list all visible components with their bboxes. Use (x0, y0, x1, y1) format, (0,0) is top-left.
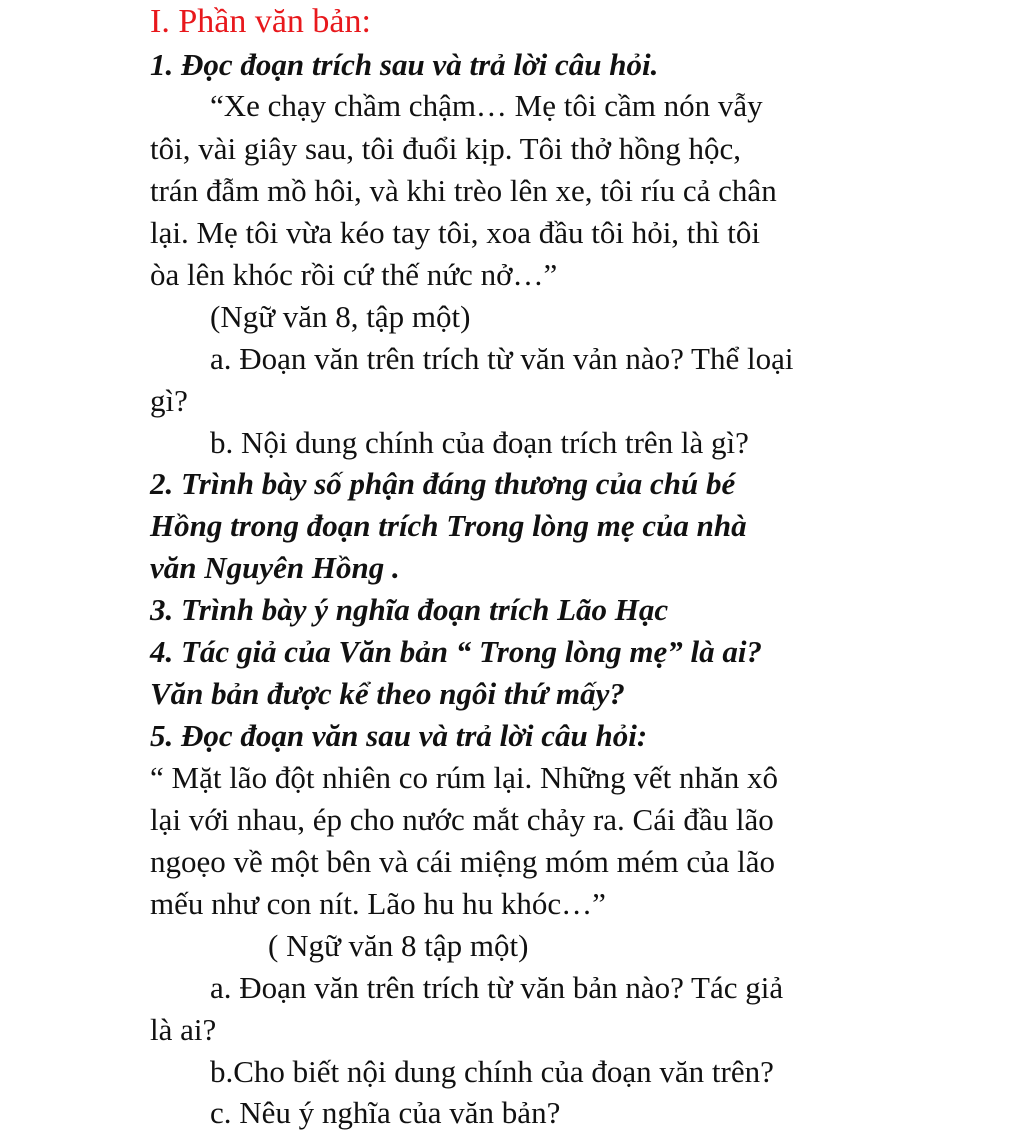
question-5c: c. Nêu ý nghĩa của văn bản? (210, 1095, 561, 1130)
passage-5-line: mếu như con nít. Lão hu hu khóc…” (150, 886, 606, 921)
question-5b: b.Cho biết nội dung chính của đoạn văn trên? (210, 1054, 774, 1089)
question-1a-continued: gì? (150, 383, 188, 418)
question-3: 3. Trình bày ý nghĩa đoạn trích Lão Hạc (150, 592, 669, 627)
passage-5-line: ngoẹo về một bên và cái miệng móm mém của lão (150, 844, 775, 879)
question-4-line: 4. Tác giả của Văn bản “ Trong lòng mẹ” là ai? (150, 634, 763, 669)
section-heading: I. Phần văn bản: (150, 3, 371, 40)
passage-1-line: “Xe chạy chầm chậm… Mẹ tôi cầm nón vẫy (210, 88, 763, 123)
passage-5-line: “ Mặt lão đột nhiên co rúm lại. Những vết nhăn xô (150, 760, 779, 795)
passage-1-line: lại. Mẹ tôi vừa kéo tay tôi, xoa đầu tôi hỏi, thì tôi (150, 215, 761, 250)
question-1-title: 1. Đọc đoạn trích sau và trả lời câu hỏi. (150, 47, 659, 82)
question-1b: b. Nội dung chính của đoạn trích trên là gì? (210, 425, 749, 460)
passage-5-source: ( Ngữ văn 8 tập một) (268, 928, 529, 963)
passage-1-line: tôi, vài giây sau, tôi đuổi kịp. Tôi thở hồng hộc, (150, 131, 741, 166)
question-2-line: Hồng trong đoạn trích Trong lòng mẹ của nhà (150, 508, 747, 543)
question-5a: a. Đoạn văn trên trích từ văn bản nào? Tác giả (210, 970, 784, 1005)
question-1a: a. Đoạn văn trên trích từ văn vản nào? Thể loại (210, 341, 794, 376)
passage-1-line: trán đẫm mồ hôi, và khi trèo lên xe, tôi ríu cả chân (150, 173, 777, 208)
question-5a-continued: là ai? (150, 1012, 217, 1047)
passage-1-source: (Ngữ văn 8, tập một) (210, 299, 471, 334)
question-4-line: Văn bản được kể theo ngôi thứ mấy? (150, 676, 625, 711)
question-5-title: 5. Đọc đoạn văn sau và trả lời câu hỏi: (150, 718, 648, 753)
question-2-line: 2. Trình bày số phận đáng thương của chú bé (150, 466, 736, 501)
passage-5-line: lại với nhau, ép cho nước mắt chảy ra. Cái đầu lão (150, 802, 774, 837)
passage-1-line: òa lên khóc rồi cứ thế nức nở…” (150, 257, 558, 292)
question-2-line: văn Nguyên Hồng . (150, 550, 400, 585)
